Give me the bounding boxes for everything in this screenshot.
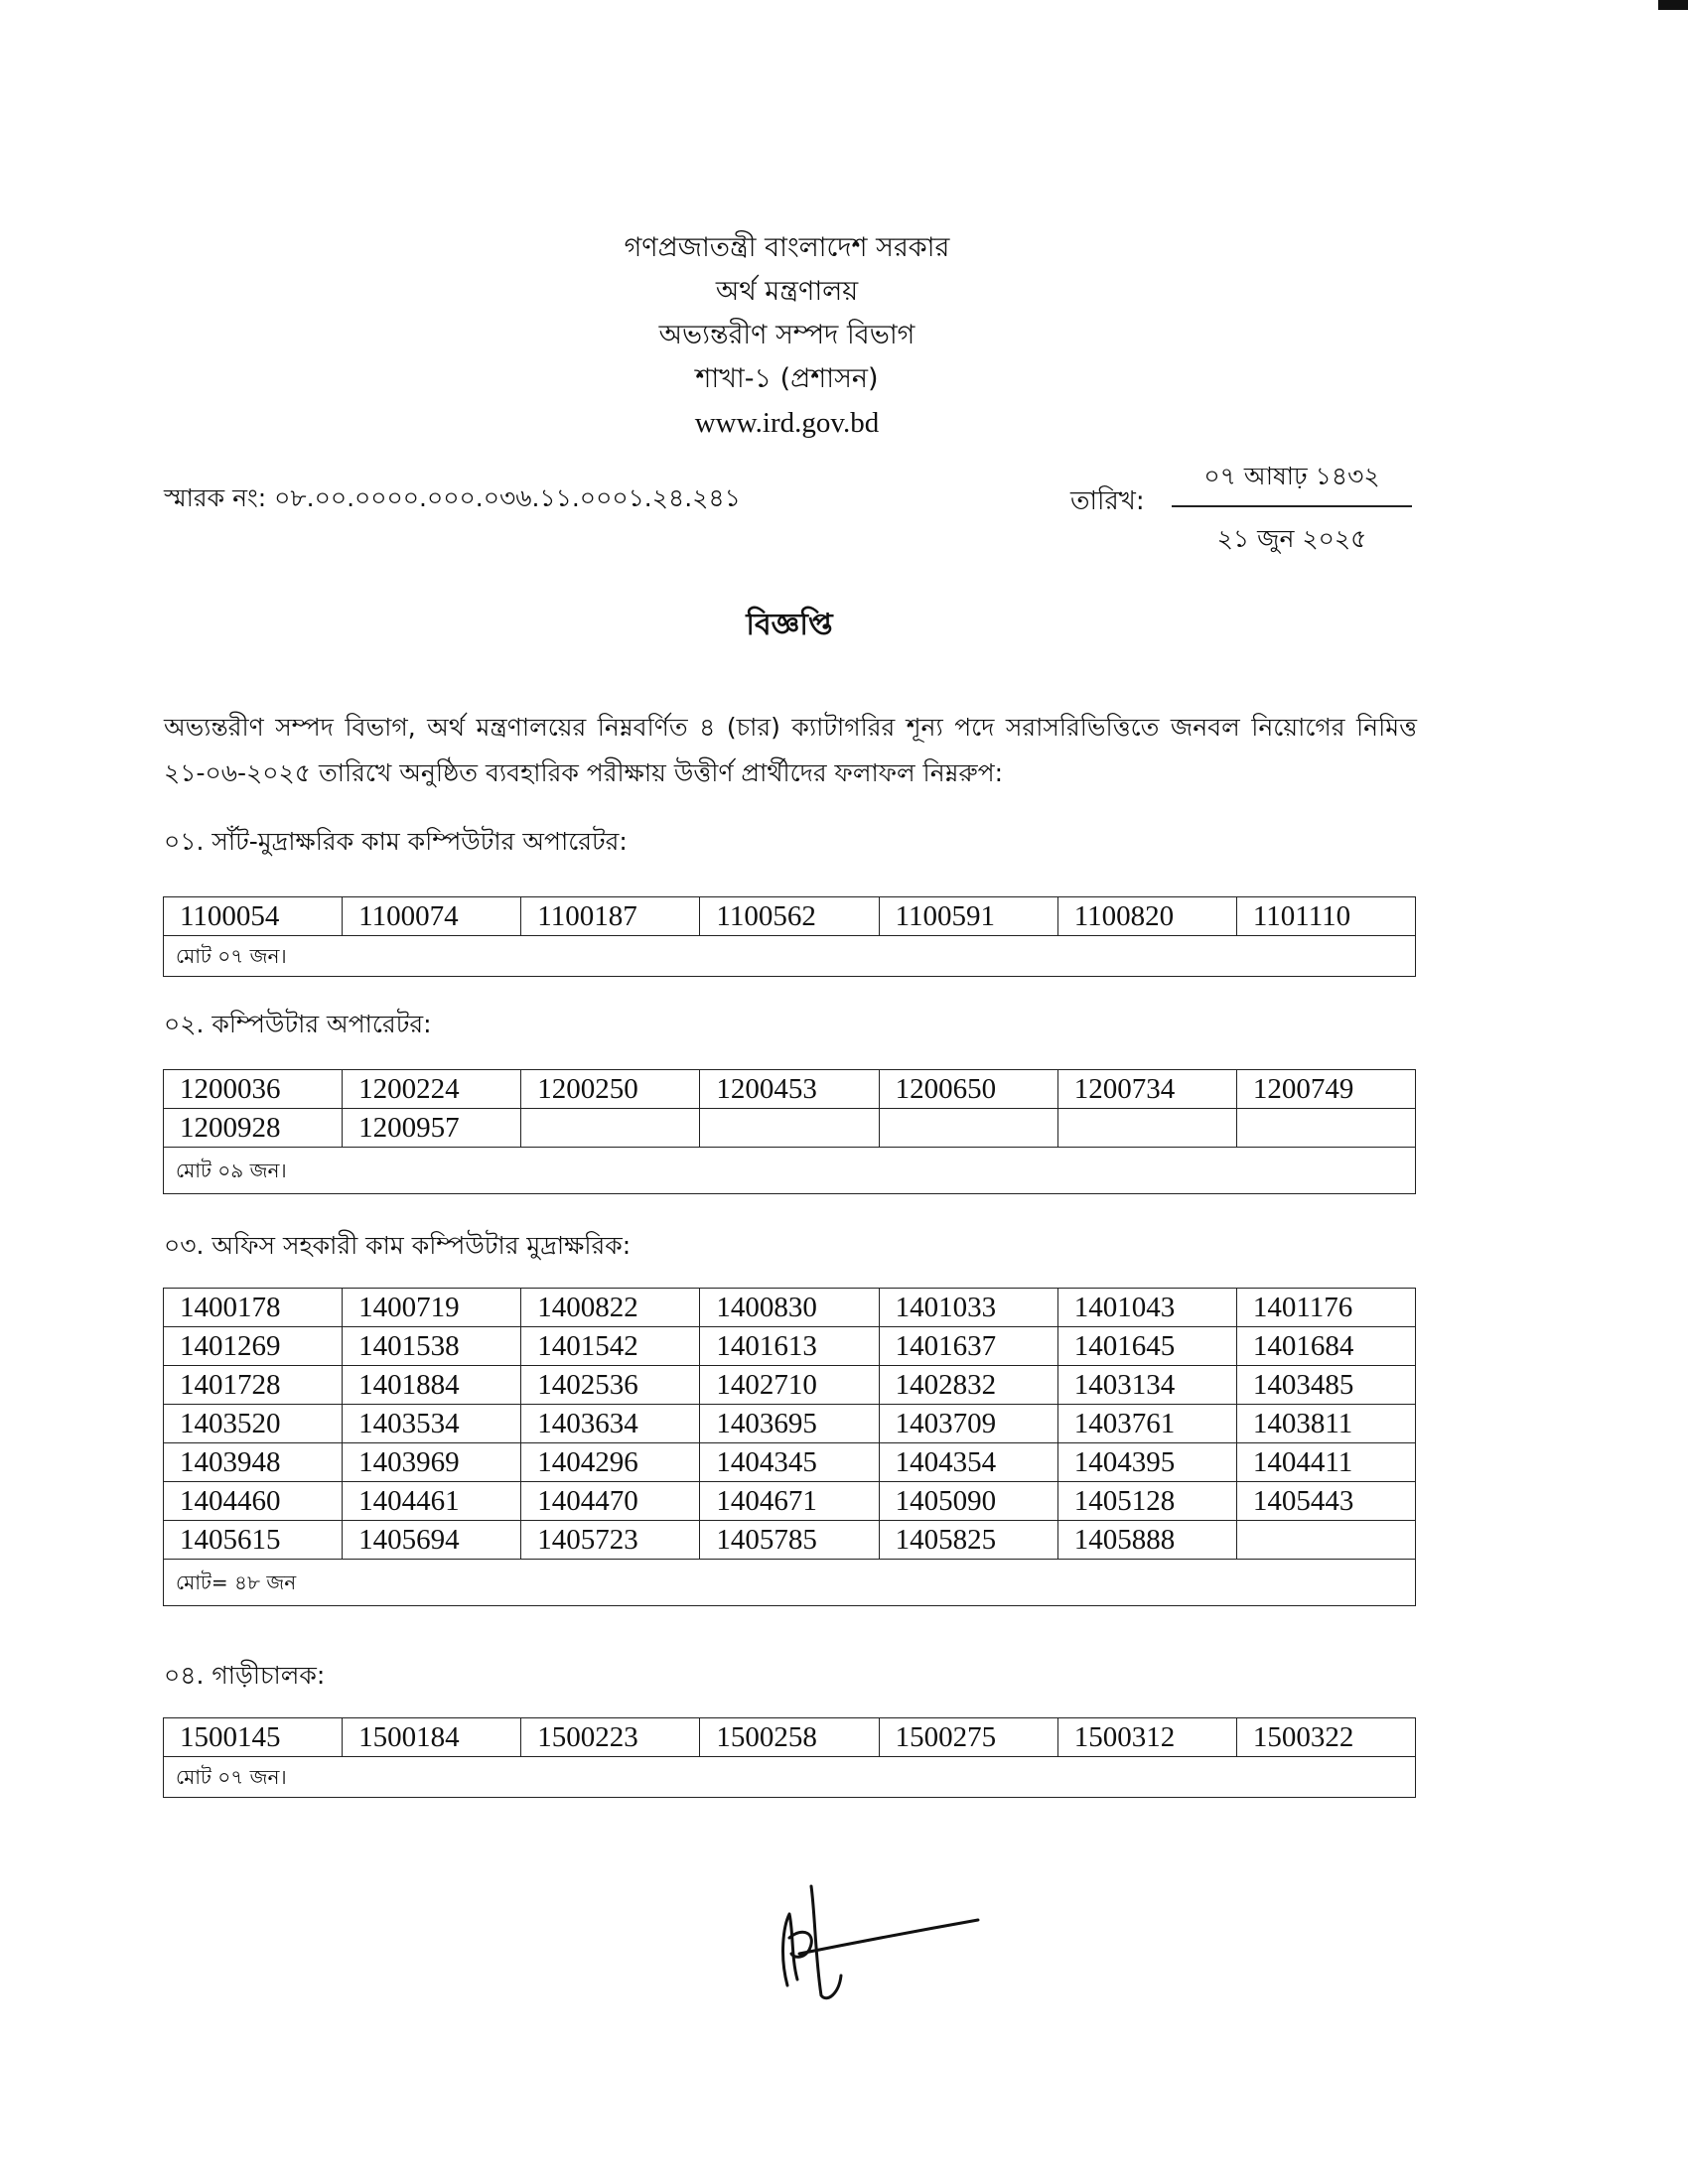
results-table-3 <box>163 1288 1416 1606</box>
table-row <box>164 1443 1416 1482</box>
roll-number-cell: 1405090 <box>879 1482 1057 1521</box>
roll-number-cell <box>879 1109 1057 1148</box>
letterhead <box>0 226 1574 445</box>
total-count: মোট ০৭ জন। <box>164 1757 1416 1798</box>
roll-number-cell: 1200250 <box>521 1070 700 1109</box>
roll-number-cell: 1403485 <box>1236 1366 1415 1405</box>
roll-number-cell: 1405615 <box>164 1521 343 1560</box>
roll-number-cell: 1403969 <box>343 1443 521 1482</box>
table-row <box>164 1405 1416 1443</box>
intro-paragraph: অভ্যন্তরীণ সম্পদ বিভাগ, অর্থ মন্ত্রণালয়ের নিম্নবর্ণিত ৪ (চার) ক্যাটাগরির শূন্য পদে সরাসরিভিত্তিতে জনবল নিয়োগের নিমিত্ত ২১-০৬-২০২৫ তারিখে অনুষ্ঠিত ব্যবহারিক পরীক্ষায় উত্তীর্ণ প্রার্থীদের ফলাফল নিম্নরুপ: <box>164 713 1417 787</box>
roll-number-cell: 1200928 <box>164 1109 343 1148</box>
roll-number-cell: 1500322 <box>1236 1718 1415 1757</box>
roll-number-cell: 1404345 <box>700 1443 879 1482</box>
table-row <box>164 1366 1416 1405</box>
roll-number-cell: 1404470 <box>521 1482 700 1521</box>
roll-number-cell: 1404460 <box>164 1482 343 1521</box>
government-name: গণপ্রজাতন্ত্রী বাংলাদেশ সরকার <box>624 232 950 263</box>
roll-number-cell: 1200224 <box>343 1070 521 1109</box>
roll-number-cell: 1200749 <box>1236 1070 1415 1109</box>
total-count: মোট ০৭ জন। <box>164 936 1416 977</box>
roll-number-cell: 1400719 <box>343 1289 521 1327</box>
total-row <box>164 1757 1416 1798</box>
roll-number-cell: 1403948 <box>164 1443 343 1482</box>
roll-number-cell: 1401043 <box>1057 1289 1236 1327</box>
roll-number-cell <box>700 1109 879 1148</box>
roll-number-cell: 1403520 <box>164 1405 343 1443</box>
roll-number-cell: 1500145 <box>164 1718 343 1757</box>
roll-number-cell: 1403695 <box>700 1405 879 1443</box>
roll-number-cell: 1401645 <box>1057 1327 1236 1366</box>
branch-name: শাখা-১ (প্রশাসন) <box>695 363 879 394</box>
roll-number-cell: 1403811 <box>1236 1405 1415 1443</box>
roll-number-cell: 1404354 <box>879 1443 1057 1482</box>
roll-number-cell: 1403709 <box>879 1405 1057 1443</box>
table-row <box>164 1327 1416 1366</box>
section-heading-4: ০৪. গাড়ীচালক: <box>164 1661 326 1690</box>
signature <box>770 1876 998 2015</box>
ministry-name: অর্থ মন্ত্রণালয় <box>715 276 859 307</box>
roll-number-cell: 1404411 <box>1236 1443 1415 1482</box>
results-table-1 <box>163 896 1416 977</box>
roll-number-cell: 1403134 <box>1057 1366 1236 1405</box>
roll-number-cell: 1403634 <box>521 1405 700 1443</box>
memo-number: স্মারক নং: ০৮.০০.০০০০.০০০.০৩৬.১১.০০০১.২৪.২৪১ <box>164 483 741 512</box>
roll-number-cell: 1404296 <box>521 1443 700 1482</box>
notice-title: বিজ্ঞপ্তি <box>746 608 833 642</box>
roll-number-cell <box>521 1109 700 1148</box>
roll-number-cell: 1401613 <box>700 1327 879 1366</box>
total-row <box>164 1560 1416 1606</box>
total-count: মোট= ৪৮ জন <box>164 1560 1416 1606</box>
roll-number-cell: 1405723 <box>521 1521 700 1560</box>
date-block <box>1172 457 1412 562</box>
roll-number-cell: 1100074 <box>343 897 521 936</box>
roll-number-cell: 1100054 <box>164 897 343 936</box>
table-row <box>164 1289 1416 1327</box>
date-label: তারিখ: <box>1070 486 1145 516</box>
table-row <box>164 1521 1416 1560</box>
roll-number-cell: 1500275 <box>879 1718 1057 1757</box>
roll-number-cell: 1403761 <box>1057 1405 1236 1443</box>
roll-number-cell: 1401269 <box>164 1327 343 1366</box>
roll-number-cell: 1404395 <box>1057 1443 1236 1482</box>
roll-number-cell: 1404461 <box>343 1482 521 1521</box>
roll-number-cell: 1400178 <box>164 1289 343 1327</box>
roll-number-cell: 1401884 <box>343 1366 521 1405</box>
roll-number-cell: 1402536 <box>521 1366 700 1405</box>
total-row <box>164 1148 1416 1194</box>
roll-number-cell: 1402832 <box>879 1366 1057 1405</box>
table-row <box>164 1109 1416 1148</box>
roll-number-cell: 1405888 <box>1057 1521 1236 1560</box>
total-count: মোট ০৯ জন। <box>164 1148 1416 1194</box>
roll-number-cell: 1403534 <box>343 1405 521 1443</box>
section-heading-1: ০১. সাঁট-মুদ্রাক্ষরিক কাম কম্পিউটার অপারেটর: <box>164 827 628 856</box>
roll-number-cell: 1200734 <box>1057 1070 1236 1109</box>
roll-number-cell: 1101110 <box>1236 897 1415 936</box>
roll-number-cell: 1401728 <box>164 1366 343 1405</box>
roll-number-cell: 1401637 <box>879 1327 1057 1366</box>
roll-number-cell: 1405694 <box>343 1521 521 1560</box>
roll-number-cell: 1401542 <box>521 1327 700 1366</box>
results-table-2 <box>163 1069 1416 1194</box>
roll-number-cell: 1100820 <box>1057 897 1236 936</box>
roll-number-cell <box>1236 1521 1415 1560</box>
table-row <box>164 1070 1416 1109</box>
roll-number-cell: 1402710 <box>700 1366 879 1405</box>
table-row <box>164 897 1416 936</box>
roll-number-cell: 1100562 <box>700 897 879 936</box>
roll-number-cell: 1405128 <box>1057 1482 1236 1521</box>
roll-number-cell: 1500184 <box>343 1718 521 1757</box>
roll-number-cell: 1405825 <box>879 1521 1057 1560</box>
table-row <box>164 1482 1416 1521</box>
roll-number-cell: 1200036 <box>164 1070 343 1109</box>
roll-number-cell: 1401176 <box>1236 1289 1415 1327</box>
roll-number-cell: 1200650 <box>879 1070 1057 1109</box>
roll-number-cell: 1100591 <box>879 897 1057 936</box>
section-heading-2: ০২. কম্পিউটার অপারেটর: <box>164 1010 432 1038</box>
roll-number-cell: 1200453 <box>700 1070 879 1109</box>
roll-number-cell: 1401033 <box>879 1289 1057 1327</box>
date-bangla: ০৭ আষাঢ় ১৪৩২ <box>1172 457 1412 507</box>
roll-number-cell: 1100187 <box>521 897 700 936</box>
roll-number-cell: 1405443 <box>1236 1482 1415 1521</box>
roll-number-cell: 1404671 <box>700 1482 879 1521</box>
total-row <box>164 936 1416 977</box>
scan-corner-mark <box>1658 0 1688 10</box>
roll-number-cell: 1405785 <box>700 1521 879 1560</box>
roll-number-cell: 1400830 <box>700 1289 879 1327</box>
date-english: ২১ জুন ২০২৫ <box>1216 524 1367 553</box>
roll-number-cell: 1500312 <box>1057 1718 1236 1757</box>
roll-number-cell: 1500258 <box>700 1718 879 1757</box>
roll-number-cell: 1401684 <box>1236 1327 1415 1366</box>
division-name: অভ্যন্তরীণ সম্পদ বিভাগ <box>658 320 915 350</box>
roll-number-cell <box>1236 1109 1415 1148</box>
roll-number-cell: 1500223 <box>521 1718 700 1757</box>
roll-number-cell <box>1057 1109 1236 1148</box>
website-url: www.ird.gov.bd <box>694 407 880 439</box>
roll-number-cell: 1200957 <box>343 1109 521 1148</box>
roll-number-cell: 1401538 <box>343 1327 521 1366</box>
results-table-4 <box>163 1717 1416 1798</box>
section-heading-3: ০৩. অফিস সহকারী কাম কম্পিউটার মুদ্রাক্ষরিক: <box>164 1231 632 1260</box>
table-row <box>164 1718 1416 1757</box>
roll-number-cell: 1400822 <box>521 1289 700 1327</box>
